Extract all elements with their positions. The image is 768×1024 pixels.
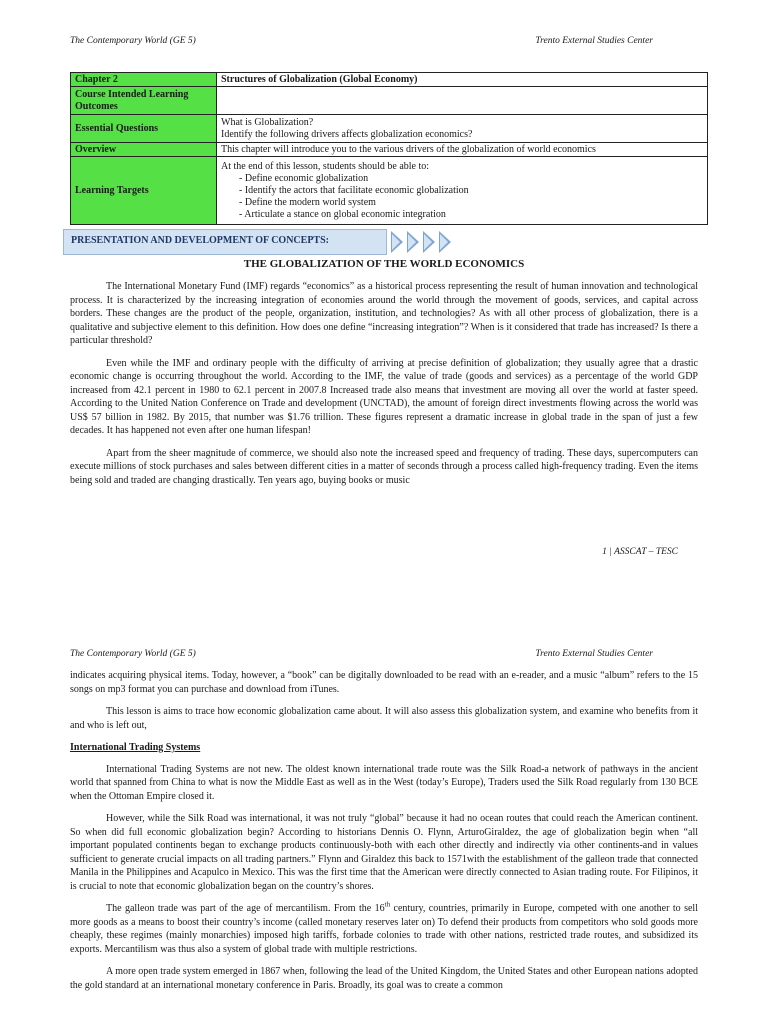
paragraph: The International Monetary Fund (IMF) regards “economics” as a historical process representing the result of human innovation and technological process. It is characterized by the increasing integration of economies around the world through the movement of goods, services, and capital across borders. These changes are the product of the people, organization, institution, and technologies? As with all other process of globalization, there is a qualitative and subjective element to this definition. How does one define “increasing integration”? When is it considered that trade has increased? Is there a particular threshold? — [70, 281, 698, 346]
section-banner — [63, 229, 461, 255]
chapter-title: Structures of Globalization (Global Economy) — [217, 73, 708, 87]
paragraph: Apart from the sheer magnitude of commerce, we should also note the increased speed and frequency of trading. These days, supercomputers can execute millions of stock purchases and sales between different cities in a matter of seconds through a process called high-frequency trading. Even the items being sold and traded are changing drastically. Ten years ago, buying books or music — [70, 447, 698, 486]
overview-value: This chapter will introduce you to the various drivers of the globalization of world economics — [217, 143, 708, 157]
header-course: The Contemporary World (GE 5) — [70, 649, 196, 659]
outcomes-value — [217, 87, 708, 115]
questions-label: Essential Questions — [71, 115, 217, 143]
targets-list — [221, 173, 703, 221]
targets-label: Learning Targets — [71, 157, 217, 225]
paragraph: However, while the Silk Road was international, it was not truly “global” because it had no ocean routes that could reach the American continent. So when did full economic globalization begin? According to historians Dennis O. Flynn, ArturoGiraldez, the age of globalization begin when “all important populated continents began to exchange products continuously-both with each other directly and indirectly via other continents-and in values sufficient to generate crucial impacts on all trading partners.” Flynn and Giraldez this back to 1571with the establishment of the galleon trade that connected Manila in the Philippines and Acapulco in Mexico. This was the first time that the American were directly connected to Asian trading route. For Filipinos, it is crucial to note that economic globalization began on the country’s shores. — [70, 813, 698, 892]
page-footer: 1 | ASSCAT – TESC — [602, 547, 678, 557]
table-row — [71, 157, 708, 225]
table-row — [71, 143, 708, 157]
question-item: Identify the following drivers affects globalization economics? — [221, 128, 473, 140]
page-2 — [0, 620, 768, 1024]
questions-value — [217, 115, 708, 143]
header-center: Trento External Studies Center — [535, 36, 653, 46]
table-row — [71, 73, 708, 87]
paragraph: A more open trade system emerged in 1867 when, following the lead of the United Kingdom, the United States and other European nations adopted the gold standard at an international monetary conference in Paris. Broadly, its goal was to create a common — [70, 966, 698, 991]
paragraph: International Trading Systems are not new. The oldest known international trade route was the Silk Road-a network of pathways in the ancient world that spanned from China to what is now the Middle East as well as in the West (today’s Europe), Traders used the Silk Road regularly from 130 BCE when the Ottoman Empire closed it. — [70, 763, 698, 802]
table-row — [71, 115, 708, 143]
header-course: The Contemporary World (GE 5) — [70, 36, 196, 46]
target-item: - Identify the actors that facilitate economic globalization — [251, 185, 703, 197]
page1-body — [70, 280, 698, 496]
banner-text: PRESENTATION AND DEVELOPMENT OF CONCEPTS: — [71, 235, 329, 246]
header-center: Trento External Studies Center — [535, 649, 653, 659]
chevron-right-icon — [391, 231, 403, 253]
section-title: THE GLOBALIZATION OF THE WORLD ECONOMICS — [243, 258, 525, 270]
page2-body — [70, 669, 698, 1001]
table-row — [71, 87, 708, 115]
page-header — [70, 36, 653, 46]
paragraph: Even while the IMF and ordinary people with the difficulty of arriving at precise definition of globalization; they usually agree that a drastic economic change is occurring throughout the world. According to the IMF, the value of trade (goods and services) as a percentage of the world GDP increased from 42.1 percent in 1980 to 62.1 percent in 2007.8 Increased trade also means that investment are moving all over the world at faster speed. According to the United Nation Conference on Trade and development (UNCTAD), the amount of foreign direct investments flowing across the world was US$ 57 billion in 1982. By 2015, that number was $1.76 trillion. These figures represent a dramatic increase in global trade in the span of just a few decades. It has happened not even after one human lifespan! — [70, 357, 698, 436]
overview-label: Overview — [71, 143, 217, 157]
outcomes-label: Course Intended Learning Outcomes — [71, 87, 217, 115]
chapter-info-table — [70, 72, 708, 225]
page-header — [70, 649, 653, 659]
chevron-right-icon — [407, 231, 419, 253]
paragraph: indicates acquiring physical items. Today, however, a “book” can be digitally downloaded to be read with an e-reader, and a music “album” refers to the 15 songs on mp3 format you can purchase and download from iTunes. — [70, 670, 698, 695]
chevron-right-icon — [439, 231, 451, 253]
chapter-label: Chapter 2 — [71, 73, 217, 87]
page-gap — [0, 580, 768, 620]
target-item: - Define economic globalization — [251, 173, 703, 185]
paragraph: The galleon trade was part of the age of mercantilism. From the 16th century, countries, primarily in Europe, competed with one another to sell more goods as a means to boost their country’s income (called monetary reserves later on) To defend their products from competitors who sold goods more cheaply, these regimes (mainly monarchies) imposed high tariffs, forbade colonies to trade with other nations, restricted trade routes, and subsidized its exports. Mercantilism was thus also a system of global trade with multiple restrictions. — [70, 900, 698, 955]
section-heading: International Trading Systems — [70, 742, 201, 753]
targets-intro: At the end of this lesson, students should be able to: — [221, 160, 430, 172]
question-item: What is Globalization? — [221, 116, 314, 128]
paragraph: This lesson is aims to trace how economic globalization came about. It will also assess this globalization system, and examine who benefits from it and who is left out, — [70, 706, 698, 731]
target-item: - Articulate a stance on global economic integration — [251, 209, 703, 221]
targets-value — [217, 157, 708, 225]
chevron-right-icon — [423, 231, 435, 253]
target-item: - Define the modern world system — [251, 197, 703, 209]
